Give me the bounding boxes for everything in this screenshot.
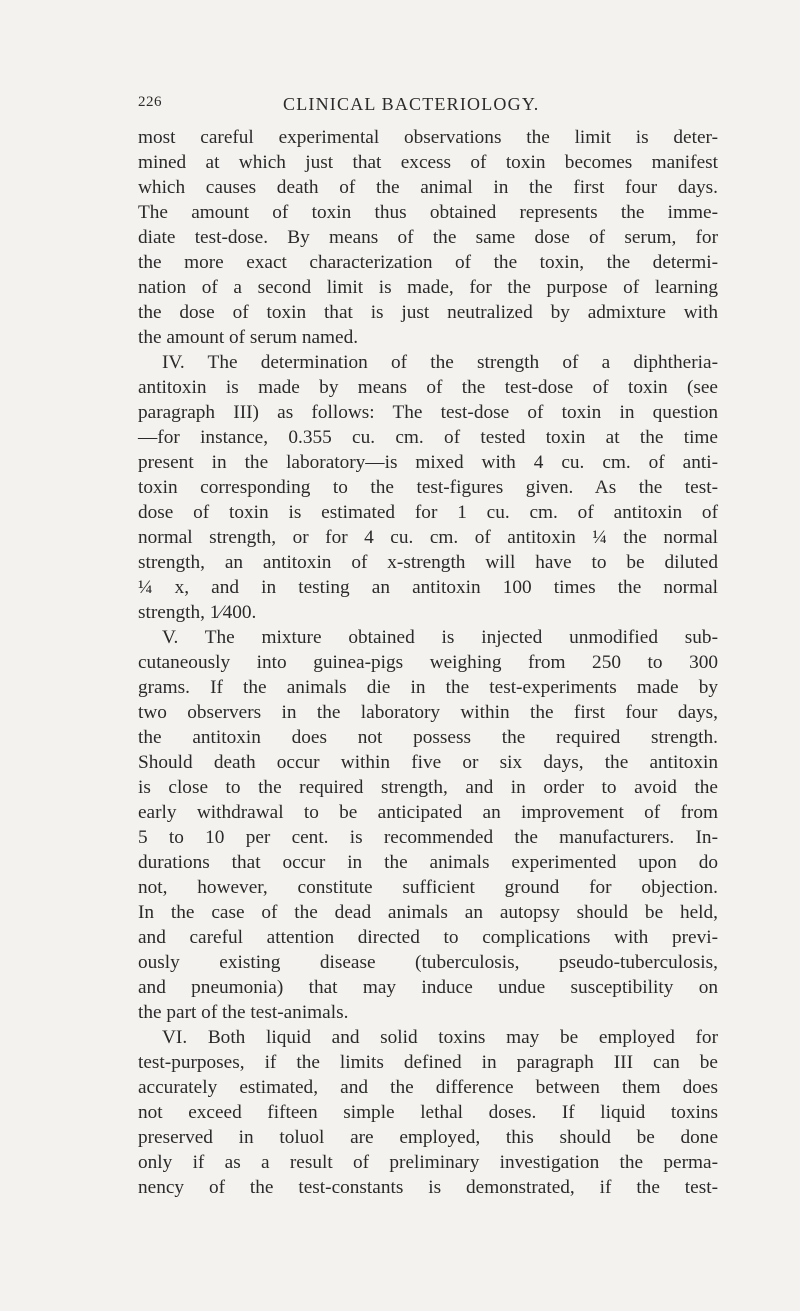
- text-line: paragraph III) as follows: The test-dose of toxin in question: [138, 402, 718, 423]
- text-line: 5 to 10 per cent. is recommended the manufacturers. In-: [138, 827, 718, 848]
- text-line: is close to the required strength, and in order to avoid the: [138, 777, 718, 798]
- text-line: only if as a result of preliminary investigation the perma-: [138, 1152, 718, 1173]
- text-line: the dose of toxin that is just neutralized by admixture with: [138, 302, 718, 323]
- text-line: In the case of the dead animals an autopsy should be held,: [138, 902, 718, 923]
- text-line: nation of a second limit is made, for the purpose of learning: [138, 277, 718, 298]
- text-line: durations that occur in the animals experimented upon do: [138, 852, 718, 873]
- text-line: accurately estimated, and the difference between them does: [138, 1077, 718, 1098]
- text-line: strength, an antitoxin of x-strength will have to be diluted: [138, 552, 718, 573]
- text-line: dose of toxin is estimated for 1 cu. cm. of antitoxin of: [138, 502, 718, 523]
- text-line: diate test-dose. By means of the same dose of serum, for: [138, 227, 718, 248]
- text-line: cutaneously into guinea-pigs weighing from 250 to 300: [138, 652, 718, 673]
- text-line: strength, 1⁄400.: [138, 602, 257, 623]
- text-line: present in the laboratory—is mixed with 4 cu. cm. of anti-: [138, 452, 718, 473]
- text-line: Should death occur within five or six days, the antitoxin: [138, 752, 718, 773]
- text-line: not, however, constitute sufficient ground for objection.: [138, 877, 718, 898]
- text-line: test-purposes, if the limits defined in paragraph III can be: [138, 1052, 718, 1073]
- text-line: the amount of serum named.: [138, 327, 359, 348]
- text-line: most careful experimental observations the limit is deter-: [138, 127, 718, 148]
- text-line: ously existing disease (tuberculosis, pseudo-tuberculosis,: [138, 952, 718, 973]
- text-line: preserved in toluol are employed, this should be done: [138, 1127, 718, 1148]
- text-line: not exceed fifteen simple lethal doses. If liquid toxins: [138, 1102, 718, 1123]
- text-line: toxin corresponding to the test-figures given. As the test-: [138, 477, 718, 498]
- text-line: antitoxin is made by means of the test-dose of toxin (see: [138, 377, 718, 398]
- text-line: and careful attention directed to complications with previ-: [138, 927, 718, 948]
- text-line: —for instance, 0.355 cu. cm. of tested toxin at the time: [138, 427, 718, 448]
- text-line: the part of the test-animals.: [138, 1002, 349, 1023]
- text-line: V. The mixture obtained is injected unmodified sub-: [162, 627, 718, 648]
- text-line: the more exact characterization of the toxin, the determi-: [138, 252, 718, 273]
- page-header: [138, 94, 718, 124]
- text-line: IV. The determination of the strength of a diphtheria-: [162, 352, 718, 373]
- text-line: grams. If the animals die in the test-experiments made by: [138, 677, 718, 698]
- running-head: CLINICAL BACTERIOLOGY.: [283, 94, 540, 114]
- text-line: two observers in the laboratory within the first four days,: [138, 702, 718, 723]
- text-line: VI. Both liquid and solid toxins may be employed for: [162, 1027, 718, 1048]
- page-number: 226: [138, 94, 162, 110]
- text-line: normal strength, or for 4 cu. cm. of antitoxin ¼ the normal: [138, 527, 718, 548]
- text-line: the antitoxin does not possess the required strength.: [138, 727, 718, 748]
- text-line: which causes death of the animal in the first four days.: [138, 177, 718, 198]
- text-line: ¼ x, and in testing an antitoxin 100 times the normal: [138, 577, 718, 598]
- text-line: early withdrawal to be anticipated an improvement of from: [138, 802, 718, 823]
- body-text: [138, 125, 718, 1200]
- text-line: mined at which just that excess of toxin becomes manifest: [138, 152, 718, 173]
- text-line: and pneumonia) that may induce undue susceptibility on: [138, 977, 718, 998]
- text-line: nency of the test-constants is demonstrated, if the test-: [138, 1177, 718, 1198]
- text-line: The amount of toxin thus obtained represents the imme-: [138, 202, 718, 223]
